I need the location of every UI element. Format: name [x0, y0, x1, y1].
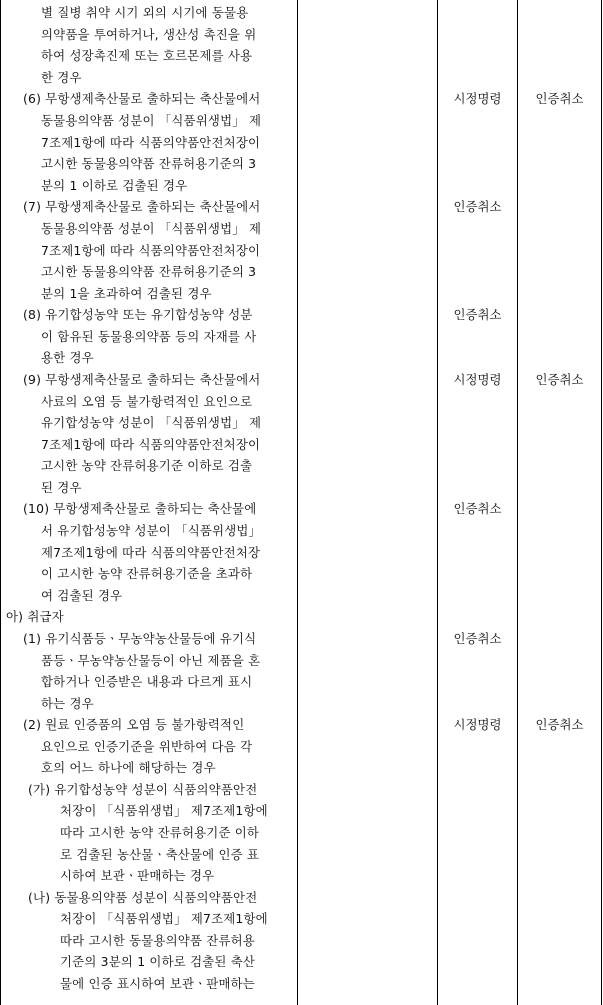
clause-text-line: 이 함유된 동물용의약품 등의 자재를 사	[41, 329, 257, 344]
clause-text-line: 로 검출된 농산물ㆍ축산물에 인증 표	[60, 847, 260, 862]
clause-text-line: 고시한 농약 잔류허용기준 이하로 검출	[41, 458, 253, 473]
clause-text-line: (9) 무항생제축산물로 출하되는 축산물에서	[23, 372, 261, 387]
clause-text-line: 고시한 동물용의약품 잔류허용기준의 3	[41, 156, 257, 171]
clause-text-line: 합하거나 인증받은 내용과 다르게 표시	[41, 674, 253, 689]
section-heading: 아) 취급자	[6, 609, 64, 624]
clause-text-line: 의약품을 투여하거나, 생산성 촉진을 위	[41, 27, 257, 42]
clause-text-line: 7조제1항에 따라 식품의약품안전처장이	[41, 135, 261, 150]
first-violation-penalty: 인증취소	[453, 307, 502, 322]
clause-text-line: (2) 원료 인증품의 오염 등 불가항력적인	[23, 717, 245, 732]
second-violation-penalty: 인증취소	[535, 372, 584, 387]
clause-text-line: 시하여 보관ㆍ판매하는 경우	[60, 868, 215, 883]
first-violation-penalty: 시정명령	[453, 372, 502, 387]
column-border-left	[0, 0, 1, 1005]
clause-text-line: 유기합성농약 성분이 「식품위생법」 제	[41, 415, 262, 430]
clause-text-line: 호의 어느 하나에 해당하는 경우	[41, 760, 216, 775]
clause-text-line: 동물용의약품 성분이 「식품위생법」 제	[41, 113, 262, 128]
clause-text-line: 하여 성장촉진제 또는 호르몬제를 사용	[41, 48, 253, 63]
column-border-right	[601, 0, 602, 1005]
clause-text-line: 분의 1 이하로 검출된 경우	[41, 178, 188, 193]
column-border-1	[297, 0, 298, 1005]
clause-text-line: 기준의 3분의 1 이하로 검출된 축산	[60, 954, 256, 969]
clause-text-line: 처장이 「식품위생법」 제7조제1항에	[60, 911, 268, 926]
clause-text-line: 별 질병 취약 시기 외의 시기에 동물용	[41, 5, 249, 20]
first-violation-penalty: 인증취소	[453, 501, 502, 516]
clause-text-line: (6) 무항생제축산물로 출하되는 축산물에서	[23, 91, 261, 106]
clause-text-line: (10) 무항생제축산물로 출하되는 축산물에	[23, 501, 257, 516]
first-violation-penalty: 인증취소	[453, 199, 502, 214]
first-violation-penalty: 인증취소	[453, 631, 502, 646]
clause-text-line: 용한 경우	[41, 350, 94, 365]
clause-text-line: 품등ㆍ무농약농산물등이 아닌 제품을 혼	[41, 653, 261, 668]
clause-text-line: 여 검출된 경우	[41, 588, 123, 603]
first-violation-penalty: 시정명령	[453, 717, 502, 732]
clause-text-line: 된 경우	[41, 480, 82, 495]
clause-text-line: (7) 무항생제축산물로 출하되는 축산물에서	[23, 199, 261, 214]
clause-text-line: 처장이 「식품위생법」 제7조제1항에	[60, 803, 268, 818]
clause-text-line: (가) 유기합성농약 성분이 식품의약품안전	[28, 782, 258, 797]
clause-text-line: 제7조제1항에 따라 식품의약품안전처장	[41, 545, 261, 560]
clause-text-line: 분의 1을 초과하여 검출된 경우	[41, 286, 212, 301]
clause-text-line: (나) 동물용의약품 성분이 식품의약품안전	[28, 890, 258, 905]
clause-text-line: 7조제1항에 따라 식품의약품안전처장이	[41, 437, 261, 452]
clause-text-line: 7조제1항에 따라 식품의약품안전처장이	[41, 243, 261, 258]
clause-text-line: 따라 고시한 동물용의약품 잔류허용	[60, 933, 255, 948]
clause-text-line: 하는 경우	[41, 696, 94, 711]
clause-text-line: 동물용의약품 성분이 「식품위생법」 제	[41, 221, 262, 236]
clause-text-line: 물에 인증 표시하여 보관ㆍ판매하는	[60, 976, 255, 991]
clause-text-line: (1) 유기식품등ㆍ무농약농산물등에 유기식	[23, 631, 257, 646]
clause-text-line: 한 경우	[41, 70, 82, 85]
second-violation-penalty: 인증취소	[535, 91, 584, 106]
first-violation-penalty: 시정명령	[453, 91, 502, 106]
column-border-3	[517, 0, 518, 1005]
clause-text-line: (8) 유기합성농약 또는 유기합성농약 성분	[23, 307, 253, 322]
clause-text-line: 고시한 동물용의약품 잔류허용기준의 3	[41, 264, 257, 279]
clause-text-line: 서 유기합성농약 성분이 「식품위생법」	[41, 523, 262, 538]
clause-text-line: 따라 고시한 농약 잔류허용기준 이하	[60, 825, 260, 840]
clause-text-line: 요인으로 인증기준을 위반하여 다음 각	[41, 739, 253, 754]
second-violation-penalty: 인증취소	[535, 717, 584, 732]
clause-text-line: 이 고시한 농약 잔류허용기준을 초과하	[41, 566, 253, 581]
clause-text-line: 사료의 오염 등 불가항력적인 요인으로	[41, 394, 253, 409]
